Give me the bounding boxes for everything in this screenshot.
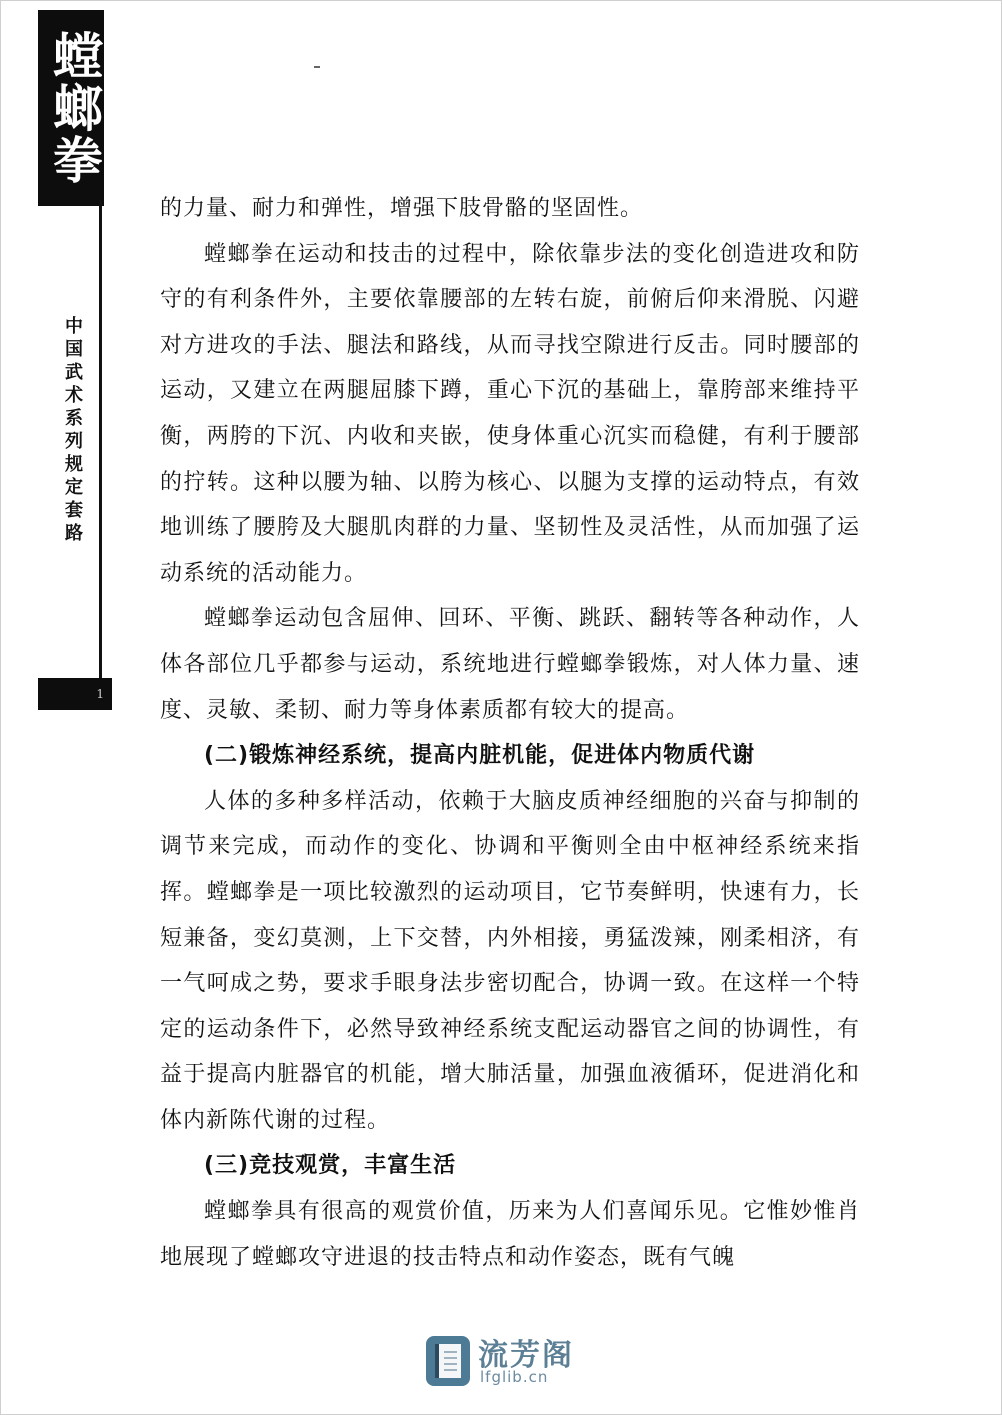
book-icon <box>426 1336 470 1386</box>
paragraph: 螳螂拳具有很高的观赏价值，历来为人们喜闻乐见。它惟妙惟肖地展现了螳螂攻守进退的技击特点和动作姿态，既有气魄 <box>160 1199 860 1270</box>
paragraph: 人体的多种多样活动，依赖于大脑皮质神经细胞的兴奋与抑制的调节来完成，而动作的变化、协调和平衡则全由中枢神经系统来指挥。螳螂拳是一项比较激烈的运动项目，它节奏鲜明，快速有力，长短兼备，变幻莫测，上下交替，内外相接，勇猛泼辣，刚柔相济，有一气呵成之势，要求手眼身法步密切配合，协调一致。在这样一个特定的运动条件下，必然导致神经系统支配运动器官之间的协调性，有益于提高内脏器官的机能，增大肺活量，加强血液循环，促进消化和体内新陈代谢的过程。 <box>160 788 860 1133</box>
paragraph: 螳螂拳运动包含屈伸、回环、平衡、跳跃、翻转等各种动作，人体各部位几乎都参与运动，系统地进行螳螂拳锻炼，对人体力量、速度、灵敏、柔韧、耐力等身体素质都有较大的提高。 <box>160 606 860 723</box>
body-text <box>160 186 860 1280</box>
page-number: 1 <box>38 678 112 710</box>
spine-rule <box>99 200 102 678</box>
section-heading: (三)竞技观赏，丰富生活 <box>204 1153 457 1179</box>
paragraph: 的力量、耐力和弹性，增强下肢骨骼的坚固性。 <box>160 196 644 221</box>
paragraph: 螳螂拳在运动和技击的过程中，除依靠步法的变化创造进攻和防守的有利条件外，主要依靠腰部的左转右旋，前俯后仰来滑脱、闪避对方进攻的手法、腿法和路线，从而寻找空隙进行反击。同时腰部的运动，又建立在两腿屈膝下蹲，重心下沉的基础上，靠胯部来维持平衡，两胯的下沉、内收和夹嵌，使身体重心沉实而稳健，有利于腰部的拧转。这种以腰为轴、以胯为核心、以腿为支撑的运动特点，有效地训练了腰胯及大腿肌肉群的力量、坚韧性及灵活性，从而加强了运动系统的活动能力。 <box>160 241 860 586</box>
series-title: 中国武术系列规定套路 <box>62 316 83 546</box>
book-title-banner: 螳螂拳 <box>38 10 104 206</box>
watermark-url: lfglib.cn <box>480 1368 549 1386</box>
section-heading: (二)锻炼神经系统，提高内脏机能，促进体内物质代谢 <box>204 743 756 769</box>
watermark-logo <box>426 1330 586 1390</box>
scan-speck <box>314 66 320 68</box>
watermark-name: 流芳阁 <box>478 1338 574 1373</box>
